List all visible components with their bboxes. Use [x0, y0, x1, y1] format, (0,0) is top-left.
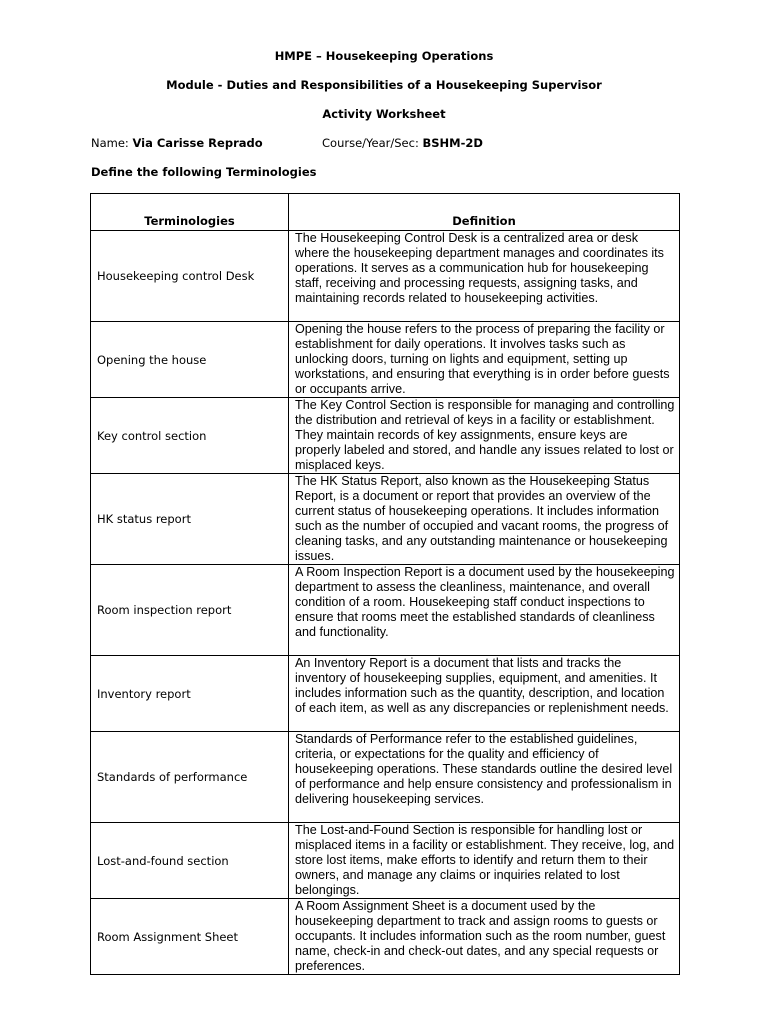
course-value: BSHM-2D — [422, 136, 483, 150]
definition-cell: An Inventory Report is a document that lists and tracks the inventory of housekeeping supplies, equipment, and amenities. It includes information such as the quantity, description, and location of each item, as well as any discrepancies or replenishment needs. — [289, 656, 680, 732]
table-row — [91, 656, 680, 732]
table-row — [91, 899, 680, 975]
term-cell: Room inspection report — [91, 565, 289, 656]
table-header-row — [91, 194, 680, 231]
definition-cell: Opening the house refers to the process of preparing the facility or establishment for daily operations. It involves tasks such as unlocking doors, turning on lights and equipment, setting up workstations, and ensuring that everything is in order before guests or occupants arrive. — [289, 322, 680, 398]
term-cell: Lost-and-found section — [91, 823, 289, 899]
definition-cell: The Key Control Section is responsible for managing and controlling the distribution and retrieval of keys in a facility or establishment. They maintain records of key assignments, ensure keys are properly labeled and stored, and handle any issues related to lost or misplaced keys. — [289, 398, 680, 474]
definition-cell: A Room Inspection Report is a document used by the housekeeping department to assess the cleanliness, maintenance, and overall condition of a room. Housekeeping staff conduct inspections to ensure that rooms meet the established standards of cleanliness and functionality. — [289, 565, 680, 656]
course-row — [322, 136, 483, 150]
term-cell: Room Assignment Sheet — [91, 899, 289, 975]
column-header-definition: Definition — [289, 194, 680, 231]
table-row — [91, 322, 680, 398]
term-cell: Key control section — [91, 398, 289, 474]
module-title: Module - Duties and Responsibilities of a Housekeeping Supervisor — [166, 78, 602, 92]
term-cell: Opening the house — [91, 322, 289, 398]
course-title: HMPE – Housekeeping Operations — [274, 49, 494, 63]
definition-cell: The HK Status Report, also known as the Housekeeping Status Report, is a document or report that provides an overview of the current status of housekeeping operations. It includes information such as the number of occupied and vacant rooms, the progress of cleaning tasks, and any outstanding maintenance or housekeeping issues. — [289, 474, 680, 565]
table-row — [91, 474, 680, 565]
course-label: Course/Year/Sec: — [322, 136, 419, 150]
table-row — [91, 732, 680, 823]
definition-cell: The Housekeeping Control Desk is a centralized area or desk where the housekeeping department manages and coordinates its operations. It serves as a communication hub for housekeeping staff, receiving and processing requests, assigning tasks, and maintaining records related to housekeeping activities. — [289, 231, 680, 322]
student-name-row — [91, 136, 263, 150]
definition-cell: Standards of Performance refer to the established guidelines, criteria, or expectations for the quality and efficiency of housekeeping operations. These standards outline the desired level of performance and help ensure consistency and professionalism in delivering housekeeping services. — [289, 732, 680, 823]
name-label: Name: — [91, 136, 129, 150]
definition-cell: The Lost-and-Found Section is responsible for handling lost or misplaced items in a facility or establishment. They receive, log, and store lost items, make efforts to identify and return them to their owners, and manage any claims or inquiries related to lost belongings. — [289, 823, 680, 899]
table-row — [91, 823, 680, 899]
definition-cell: A Room Assignment Sheet is a document used by the housekeeping department to track and assign rooms to guests or occupants. It includes information such as the room number, guest name, check-in and check-out dates, and any special requests or preferences. — [289, 899, 680, 975]
name-value: Via Carisse Reprado — [132, 136, 263, 150]
instruction: Define the following Terminologies — [91, 165, 317, 179]
table-row — [91, 398, 680, 474]
table-row — [91, 231, 680, 322]
term-cell: HK status report — [91, 474, 289, 565]
column-header-terminologies: Terminologies — [91, 194, 289, 231]
table-row — [91, 565, 680, 656]
term-cell: Housekeeping control Desk — [91, 231, 289, 322]
term-cell: Inventory report — [91, 656, 289, 732]
term-cell: Standards of performance — [91, 732, 289, 823]
worksheet-title: Activity Worksheet — [322, 107, 446, 121]
terminology-table — [90, 193, 680, 975]
